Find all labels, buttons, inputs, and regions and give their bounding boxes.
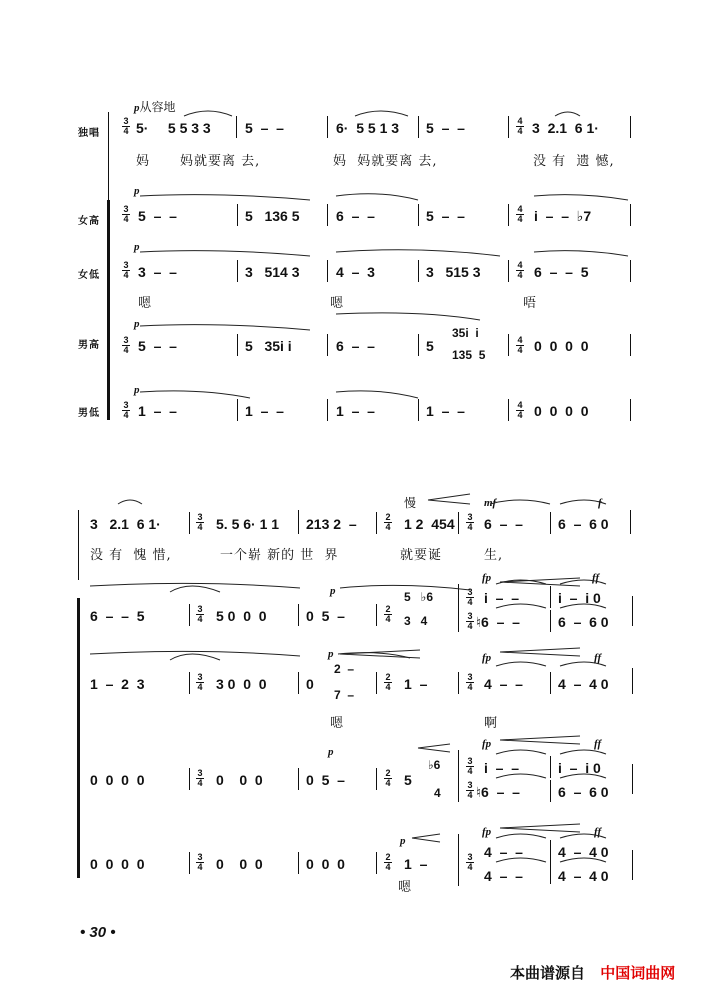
soprano-measure-3: 6 – –	[336, 208, 375, 224]
tempo-change: 慢	[404, 496, 417, 510]
tenor-measure-2: 5 35i i	[245, 338, 292, 354]
soprano-measure-9-lower: 3 4	[404, 614, 428, 628]
lyric: 生,	[484, 548, 504, 563]
bass-measure-3: 1 – –	[336, 403, 375, 419]
soprano-measure-10-lower: ♮6 – –	[476, 614, 520, 630]
time-signature: 3 4	[197, 768, 203, 788]
bass-measure-6: 0 0 0 0	[90, 856, 145, 872]
time-signature: 2 4	[385, 852, 391, 872]
source-credit	[510, 962, 675, 983]
lyric: 就要诞	[400, 548, 443, 563]
tenor-measure-4: 5	[426, 338, 434, 354]
tenor-measure-5: 0 0 0 0	[534, 338, 589, 354]
time-signature: 4 4	[517, 204, 523, 224]
dynamic-ff: ff	[592, 572, 600, 584]
part-label-soprano: 女高	[78, 216, 100, 227]
tenor-measure-7: 0 0 0	[216, 772, 263, 788]
tenor-divisi-lower: 135 5	[452, 348, 486, 362]
bass-measure-7: 0 0 0	[216, 856, 263, 872]
time-signature: 3 4	[123, 116, 129, 136]
time-signature: 3 4	[197, 604, 203, 624]
dynamic-mf: mf	[484, 497, 497, 509]
dynamic-ff: ff	[594, 738, 602, 750]
bass-measure-2: 1 – –	[245, 403, 284, 419]
dynamic-ff: ff	[594, 826, 602, 838]
dynamic-f: f	[598, 497, 602, 509]
tenor-measure-11-lower: 6 – 6 0	[558, 784, 609, 800]
time-signature: 3 4	[123, 204, 129, 224]
bass-measure-10-upper: 4 – –	[484, 844, 523, 860]
time-signature: 3 4	[467, 852, 473, 872]
time-signature: 3 4	[197, 852, 203, 872]
source-label: 本曲谱源自	[510, 964, 586, 982]
alto-measure-11: 4 – 4 0	[558, 676, 609, 692]
lyric: 妈就要离 去,	[180, 154, 261, 169]
dynamic-ff: ff	[594, 652, 602, 664]
dynamic-fp: fp	[482, 572, 492, 584]
time-signature: 2 4	[385, 512, 391, 532]
time-signature: 3 4	[467, 512, 473, 532]
tenor-measure-8: 0 5 –	[306, 772, 345, 788]
bass-measure-1: 1 – –	[138, 403, 177, 419]
time-signature: 3 4	[123, 260, 129, 280]
alto-measure-1: 3 – –	[138, 264, 177, 280]
soprano-measure-11-upper: i – i 0	[558, 590, 601, 606]
lyric: 妈 妈就要离 去,	[333, 154, 438, 169]
dynamic-p: p	[134, 241, 140, 253]
alto-measure-6: 1 – 2 3	[90, 676, 145, 692]
tenor-measure-10-lower: ♮6 – –	[476, 784, 520, 800]
tempo-marking: p从容地	[134, 100, 176, 114]
tenor-divisi-lower: 4	[434, 786, 441, 800]
bass-measure-8: 0 0 0	[306, 856, 345, 872]
time-signature: 2 4	[385, 604, 391, 624]
solo-measure-10: 6 – –	[484, 516, 523, 532]
tenor-measure-3: 6 – –	[336, 338, 375, 354]
part-label-alto: 女低	[78, 270, 100, 281]
part-label-solo: 独唱	[78, 128, 100, 139]
lyric: 一个崭 新的 世 界	[220, 548, 339, 563]
solo-measure-1: 5· 5 5 3 3	[136, 120, 211, 136]
solo-measure-8: 213 2 –	[306, 516, 357, 532]
soprano-measure-9-upper: 5 ♭6	[404, 590, 434, 604]
alto-measure-5: 6 – – 5	[534, 264, 589, 280]
lyric: 嗯	[330, 716, 345, 731]
bass-measure-9: 1 –	[404, 856, 428, 872]
solo-measure-11: 6 – 6 0	[558, 516, 609, 532]
alto-divisi-upper: 2 –	[334, 662, 355, 676]
alto-divisi-lower: 7 –	[334, 688, 355, 702]
dynamic-p: p	[330, 585, 336, 597]
time-signature: 4 4	[517, 116, 523, 136]
bass-measure-4: 1 – –	[426, 403, 465, 419]
alto-measure-7: 3 0 0 0	[216, 676, 267, 692]
time-signature: 3 4	[197, 512, 203, 532]
solo-measure-7: 5. 5 6· 1 1	[216, 516, 280, 532]
bass-measure-10-lower: 4 – –	[484, 868, 523, 884]
dynamic-p: p	[134, 318, 140, 330]
site-name-link[interactable]: 中国词曲网	[600, 964, 676, 982]
soprano-measure-4: 5 – –	[426, 208, 465, 224]
soprano-measure-6: 6 – – 5	[90, 608, 145, 624]
dynamic-p: p	[400, 835, 406, 847]
tenor-divisi-upper: 35i i	[452, 326, 479, 340]
solo-measure-4: 5 – –	[426, 120, 465, 136]
time-signature: 4 4	[517, 260, 523, 280]
bass-measure-11-lower: 4 – 4 0	[558, 868, 609, 884]
dynamic-p: p	[134, 185, 140, 197]
bass-measure-5: 0 0 0 0	[534, 403, 589, 419]
tenor-measure-9: 5	[404, 772, 412, 788]
lyric: 啊	[484, 716, 499, 731]
time-signature: 3 4	[467, 756, 473, 776]
dynamic-p: p	[328, 648, 334, 660]
alto-measure-2: 3 514 3	[245, 264, 300, 280]
tenor-divisi-upper: ♭6	[428, 758, 441, 772]
soprano-measure-7: 5 0 0 0	[216, 608, 267, 624]
time-signature: 2 4	[385, 672, 391, 692]
time-signature: 3 4	[197, 672, 203, 692]
dynamic-p: p	[134, 384, 140, 396]
lyric: 嗯	[398, 880, 413, 895]
soprano-measure-5: i – – ♭7	[534, 208, 592, 224]
soprano-measure-10-upper: i – –	[484, 590, 520, 606]
lyric: 没 有 愧 惜,	[90, 548, 172, 563]
lyric: 嗯	[330, 296, 345, 311]
solo-measure-9: 1 2 454	[404, 516, 455, 532]
time-signature: 4 4	[517, 335, 523, 355]
page-number: • 30 •	[80, 924, 116, 941]
dynamic-fp: fp	[482, 652, 492, 664]
solo-measure-6: 3 2.1 6 1·	[90, 516, 161, 532]
alto-measure-4: 3 515 3	[426, 264, 481, 280]
time-signature: 2 4	[385, 768, 391, 788]
soprano-measure-1: 5 – –	[138, 208, 177, 224]
lyric: 嗯	[138, 296, 153, 311]
alto-measure-10: 4 – –	[484, 676, 523, 692]
lyric: 没 有 遗 憾,	[533, 154, 615, 169]
alto-measure-9: 1 –	[404, 676, 428, 692]
dynamic-p: p	[328, 746, 334, 758]
tenor-measure-10-upper: i – –	[484, 760, 520, 776]
time-signature: 3 4	[123, 400, 129, 420]
time-signature: 3 4	[467, 672, 473, 692]
solo-measure-2: 5 – –	[245, 120, 284, 136]
lyric: 唔	[523, 296, 538, 311]
dynamic-fp: fp	[482, 738, 492, 750]
time-signature: 4 4	[517, 400, 523, 420]
alto-measure-3: 4 – 3	[336, 264, 375, 280]
tenor-measure-6: 0 0 0 0	[90, 772, 145, 788]
soprano-measure-11-lower: 6 – 6 0	[558, 614, 609, 630]
solo-measure-3: 6· 5 5 1 3	[336, 120, 400, 136]
solo-measure-5: 3 2.1 6 1·	[532, 120, 599, 136]
time-signature: 3 4	[467, 780, 473, 800]
tenor-measure-1: 5 – –	[138, 338, 177, 354]
tenor-measure-11-upper: i – i 0	[558, 760, 601, 776]
part-label-tenor: 男高	[78, 340, 100, 351]
soprano-measure-2: 5 136 5	[245, 208, 300, 224]
bass-measure-11-upper: 4 – 4 0	[558, 844, 609, 860]
time-signature: 3 4	[123, 335, 129, 355]
part-label-bass: 男低	[78, 408, 100, 419]
time-signature: 3 4	[467, 587, 473, 607]
time-signature: 3 4	[467, 611, 473, 631]
soprano-measure-8: 0 5 –	[306, 608, 345, 624]
dynamic-fp: fp	[482, 826, 492, 838]
alto-measure-8: 0	[306, 676, 314, 692]
lyric: 妈	[136, 154, 151, 169]
